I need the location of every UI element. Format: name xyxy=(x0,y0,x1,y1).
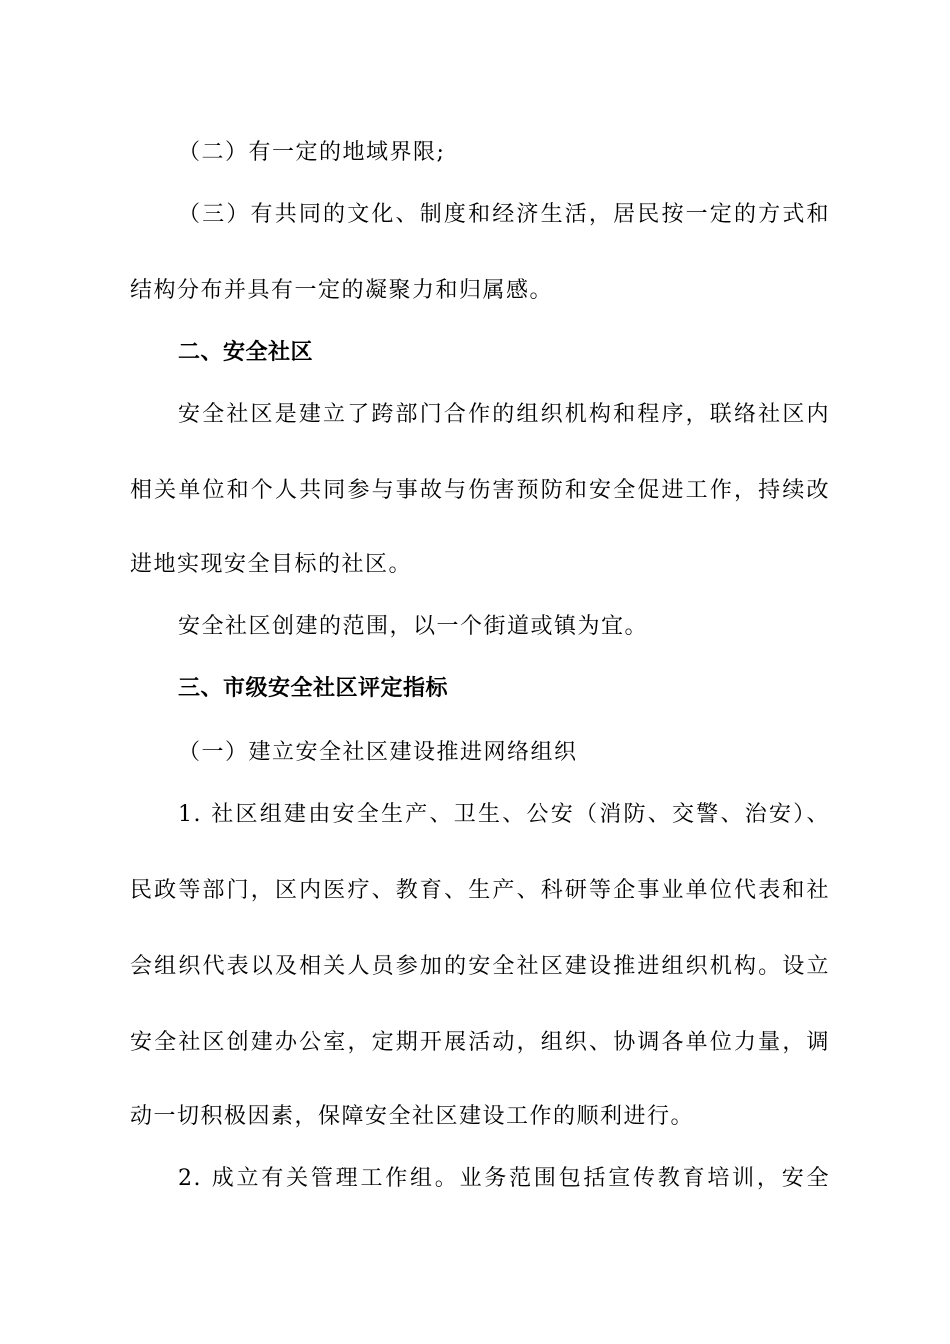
item-1-line-4: 安全社区创建办公室，定期开展活动，组织、协调各单位力量，调 xyxy=(130,1030,830,1055)
clause-three-line-1: （三）有共同的文化、制度和经济生活，居民按一定的方式和 xyxy=(178,202,830,227)
item-1-line-1: 1. 社区组建由安全生产、卫生、公安（消防、交警、治安）、 xyxy=(178,802,830,827)
section-heading-safe-community: 二、安全社区 xyxy=(178,340,314,365)
item-2-line-1: 2. 成立有关管理工作组。业务范围包括宣传教育培训，安全 xyxy=(178,1166,830,1191)
item-1-line-2: 民政等部门，区内医疗、教育、生产、科研等企事业单位代表和社 xyxy=(130,878,830,903)
clause-two: （二）有一定的地域界限; xyxy=(178,140,446,165)
clause-three-line-2: 结构分布并具有一定的凝聚力和归属感。 xyxy=(130,278,554,303)
definition-line-1: 安全社区是建立了跨部门合作的组织机构和程序，联络社区内 xyxy=(178,402,830,427)
definition-line-2: 相关单位和个人共同参与事故与伤害预防和安全促进工作，持续改 xyxy=(130,478,830,503)
section-heading-evaluation-indicators: 三、市级安全社区评定指标 xyxy=(178,676,449,701)
subheading-network-organization: （一）建立安全社区建设推进网络组织 xyxy=(178,740,578,765)
scope-paragraph: 安全社区创建的范围，以一个街道或镇为宜。 xyxy=(178,614,649,639)
item-1-line-3: 会组织代表以及相关人员参加的安全社区建设推进组织机构。设立 xyxy=(130,954,830,979)
definition-line-3: 进地实现安全目标的社区。 xyxy=(130,552,413,577)
item-1-line-5: 动一切积极因素，保障安全社区建设工作的顺利进行。 xyxy=(130,1104,695,1129)
